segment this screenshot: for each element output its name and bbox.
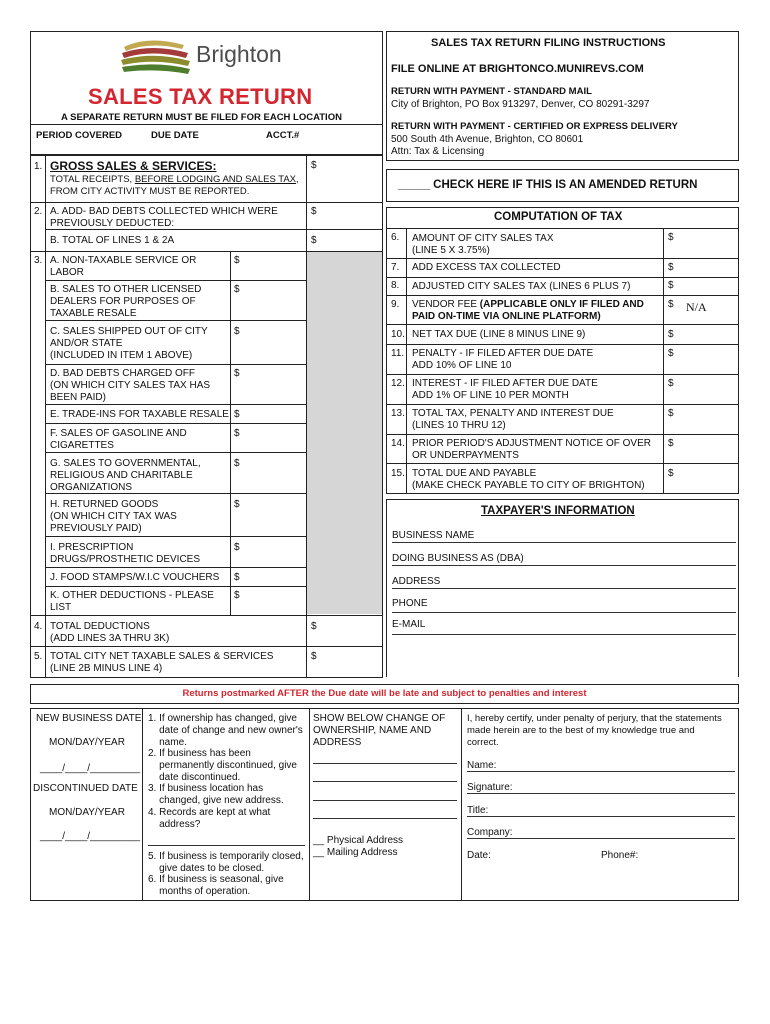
due-date-label: DUE DATE	[151, 130, 199, 141]
line-1-subtitle	[50, 174, 300, 198]
line-12-dollar: $	[668, 378, 674, 389]
line-9-dollar: $	[668, 299, 674, 310]
line-2a-label: A. ADD- BAD DEBTS COLLECTED WHICH WERE PREVIOUSLY DEDUCTED:	[50, 206, 278, 229]
line-15-label: TOTAL DUE AND PAYABLE (MAKE CHECK PAYABLE TO CITY OF BRIGHTON)	[412, 468, 645, 491]
certified-address-1: 500 South 4th Avenue, Brighton, CO 80601	[391, 134, 584, 145]
line-11-dollar: $	[668, 348, 674, 359]
note-6: 6. If business is seasonal, give months of operation.	[148, 874, 284, 897]
line-3g-label: G. SALES TO GOVERNMENTAL, RELIGIOUS AND CHARITABLE ORGANIZATIONS	[50, 458, 201, 493]
new-business-label: NEW BUSINESS DATE	[36, 713, 142, 724]
company-label: Company:	[467, 827, 513, 838]
line-9-label-bold: (APPLICABLE ONLY IF FILED AND PAID ON-TIME VIA ONLINE PLATFORM)	[412, 299, 644, 322]
change-line-2[interactable]	[313, 781, 457, 782]
line-2b-label: B. TOTAL OF LINES 1 & 2A	[50, 235, 175, 246]
mdy-label-2: MON/DAY/YEAR	[49, 807, 125, 818]
line-3f-label: F. SALES OF GASOLINE AND CIGARETTES	[50, 428, 187, 451]
line-3j-dollar: $	[234, 572, 240, 583]
records-address-field[interactable]	[148, 845, 305, 846]
line-7-label: ADD EXCESS TAX COLLECTED	[412, 262, 561, 273]
address-label: ADDRESS	[392, 576, 441, 587]
line-15-number: 15.	[391, 468, 405, 479]
change-line-3[interactable]	[313, 800, 457, 801]
line-1-number: 1.	[34, 161, 43, 172]
line-1-dollar: $	[311, 160, 317, 171]
business-name-field[interactable]	[392, 542, 736, 543]
mailing-address-option[interactable]: __ Mailing Address	[313, 847, 398, 858]
line-3a-dollar: $	[234, 255, 240, 266]
file-online: FILE ONLINE AT BRIGHTONCO.MUNIREVS.COM	[391, 63, 644, 75]
title-label: Title:	[467, 805, 489, 816]
line-3e-dollar: $	[234, 409, 240, 420]
line-4-number: 4.	[34, 621, 43, 632]
title-field[interactable]	[467, 816, 735, 817]
line-3c-label: C. SALES SHIPPED OUT OF CITY AND/OR STATE (INCLUDED IN ITEM 1 ABOVE)	[50, 326, 208, 361]
line-3d-dollar: $	[234, 368, 240, 379]
phone-number-label: Phone#:	[601, 850, 639, 861]
signature-label: Signature:	[467, 782, 513, 793]
discontinued-label: DISCONTINUED DATE	[33, 783, 138, 794]
new-business-date-field[interactable]: ____/____/_________	[40, 763, 141, 774]
line-4-dollar: $	[311, 621, 317, 632]
line-6-dollar: $	[668, 232, 674, 243]
certify-statement: I, hereby certify, under penalty of perjury, that the statements made herein are to the best of my knowledge true and correct.	[467, 713, 722, 748]
business-name-label: BUSINESS NAME	[392, 530, 475, 541]
line-3c-dollar: $	[234, 326, 240, 337]
line-9-label-text: VENDOR FEE	[412, 299, 480, 310]
separate-return-notice: A SEPARATE RETURN MUST BE FILED FOR EACH LOCATION	[61, 112, 342, 123]
line-5-label: TOTAL CITY NET TAXABLE SALES & SERVICES (LINE 2B MINUS LINE 4)	[50, 651, 274, 674]
line-3k-label: K. OTHER DEDUCTIONS - PLEASE LIST	[50, 590, 214, 613]
line-1-title-text: GROSS SALES & SERVICES:	[50, 159, 217, 173]
line-13-label: TOTAL TAX, PENALTY AND INTEREST DUE (LINES 10 THRU 12)	[412, 408, 614, 431]
line-10-dollar: $	[668, 329, 674, 340]
line-5-number: 5.	[34, 651, 43, 662]
line-14-number: 14.	[391, 438, 405, 449]
line-11-label: PENALTY - IF FILED AFTER DUE DATE ADD 10% OF LINE 10	[412, 348, 594, 371]
line-15-dollar: $	[668, 468, 674, 479]
line-2a-dollar: $	[311, 206, 317, 217]
line-3d-label: D. BAD DEBTS CHARGED OFF (ON WHICH CITY SALES TAX HAS BEEN PAID)	[50, 368, 211, 403]
dba-field[interactable]	[392, 565, 736, 566]
line-3b-dollar: $	[234, 284, 240, 295]
line-9-value: N/A	[686, 300, 707, 314]
line-10-label: NET TAX DUE (LINE 8 MINUS LINE 9)	[412, 329, 586, 340]
signature-field[interactable]	[467, 793, 735, 794]
shaded-column	[307, 252, 382, 614]
discontinued-date-field[interactable]: ____/____/_________	[40, 831, 141, 842]
dba-label: DOING BUSINESS AS (DBA)	[392, 553, 524, 564]
line-3-number: 3.	[34, 255, 43, 266]
line-7-dollar: $	[668, 262, 674, 273]
email-label: E-MAIL	[392, 619, 426, 630]
line-1-subtitle-b: , FROM CITY ACTIVITY MUST BE REPORTED.	[50, 174, 299, 197]
line-13-dollar: $	[668, 408, 674, 419]
line-3a-label: A. NON-TAXABLE SERVICE OR LABOR	[50, 255, 197, 278]
line-5-dollar: $	[311, 651, 317, 662]
line-9-label	[412, 299, 657, 323]
line-14-label: PRIOR PERIOD'S ADJUSTMENT NOTICE OF OVER OR UNDERPAYMENTS	[412, 438, 651, 461]
line-6-label: AMOUNT OF CITY SALES TAX (LINE 5 X 3.75%)	[412, 233, 554, 256]
line-1-subtitle-u: BEFORE LODGING AND SALES TAX	[134, 174, 297, 185]
certified-address-2: Attn: Tax & Licensing	[391, 146, 485, 157]
line-3h-label: H. RETURNED GOODS (ON WHICH CITY TAX WAS PREVIOUSLY PAID)	[50, 499, 177, 534]
line-6-number: 6.	[391, 232, 400, 243]
line-8-number: 8.	[391, 280, 400, 291]
phone-label: PHONE	[392, 598, 428, 609]
show-change-label: SHOW BELOW CHANGE OF OWNERSHIP, NAME AND ADDRESS	[313, 713, 446, 748]
standard-mail-title: RETURN WITH PAYMENT - STANDARD MAIL	[391, 86, 592, 97]
mdy-label-1: MON/DAY/YEAR	[49, 737, 125, 748]
line-12-number: 12.	[391, 378, 405, 389]
line-3h-dollar: $	[234, 499, 240, 510]
acct-label: ACCT.#	[266, 130, 300, 141]
taxpayer-info-title: TAXPAYER'S INFORMATION	[481, 505, 635, 517]
certified-title: RETURN WITH PAYMENT - CERTIFIED OR EXPRESS DELIVERY	[391, 121, 678, 132]
standard-mail-address: City of Brighton, PO Box 913297, Denver, CO 80291-3297	[391, 99, 650, 110]
line-9-number: 9.	[391, 299, 400, 310]
line-14-dollar: $	[668, 438, 674, 449]
line-10-number: 10.	[391, 329, 405, 340]
line-2b-dollar: $	[311, 235, 317, 246]
name-field[interactable]	[467, 771, 735, 772]
line-3f-dollar: $	[234, 428, 240, 439]
amended-return-label: _____ CHECK HERE IF THIS IS AN AMENDED RETURN	[398, 179, 698, 191]
note-2: 2. If business has been permanently discontinued, give date discontinued.	[148, 748, 297, 783]
line-3k-dollar: $	[234, 590, 240, 601]
line-3b-label: B. SALES TO OTHER LICENSED DEALERS FOR PURPOSES OF TAXABLE RESALE	[50, 284, 202, 319]
line-1-subtitle-a: TOTAL RECEIPTS,	[50, 174, 135, 185]
line-12-label: INTEREST - IF FILED AFTER DUE DATE ADD 1% OF LINE 10 PER MONTH	[412, 378, 598, 401]
line-8-label: ADJUSTED CITY SALES TAX (LINES 6 PLUS 7)	[412, 281, 631, 292]
note-5: 5. If business is temporarily closed, give dates to be closed.	[148, 851, 304, 874]
physical-address-option[interactable]: __ Physical Address	[313, 835, 404, 846]
computation-title: COMPUTATION OF TAX	[494, 211, 623, 223]
email-field[interactable]	[392, 634, 736, 635]
instructions-title: SALES TAX RETURN FILING INSTRUCTIONS	[431, 37, 666, 49]
line-3i-dollar: $	[234, 542, 240, 553]
line-2-number: 2.	[34, 206, 43, 217]
line-11-number: 11.	[391, 348, 405, 359]
change-line-4[interactable]	[313, 818, 457, 819]
note-1: 1. If ownership has changed, give date of change and new owner's name.	[148, 713, 303, 748]
line-4-label: TOTAL DEDUCTIONS (ADD LINES 3A THRU 3K)	[50, 621, 170, 644]
brand-name: Brighton	[196, 41, 282, 67]
late-notice: Returns postmarked AFTER the Due date will be late and subject to penalties and interest	[182, 688, 587, 699]
change-line-1[interactable]	[313, 763, 457, 764]
address-field[interactable]	[392, 588, 736, 589]
line-8-dollar: $	[668, 280, 674, 291]
line-3g-dollar: $	[234, 458, 240, 469]
line-1-title	[50, 159, 216, 173]
page-title: SALES TAX RETURN	[88, 84, 313, 109]
period-covered-label: PERIOD COVERED	[36, 130, 123, 141]
brighton-logo-icon	[118, 37, 198, 79]
company-field[interactable]	[467, 838, 735, 839]
line-3j-label: J. FOOD STAMPS/W.I.C VOUCHERS	[50, 572, 220, 583]
note-4: 4. Records are kept at what address?	[148, 807, 271, 830]
line-3i-label: I. PRESCRIPTION DRUGS/PROSTHETIC DEVICES	[50, 542, 201, 565]
line-13-number: 13.	[391, 408, 405, 419]
name-label: Name:	[467, 760, 497, 771]
phone-field[interactable]	[392, 612, 736, 613]
note-3: 3. If business location has changed, give new address.	[148, 783, 284, 806]
line-7-number: 7.	[391, 262, 400, 273]
line-3e-label: E. TRADE-INS FOR TAXABLE RESALE	[50, 409, 229, 420]
date-label: Date:	[467, 850, 491, 861]
